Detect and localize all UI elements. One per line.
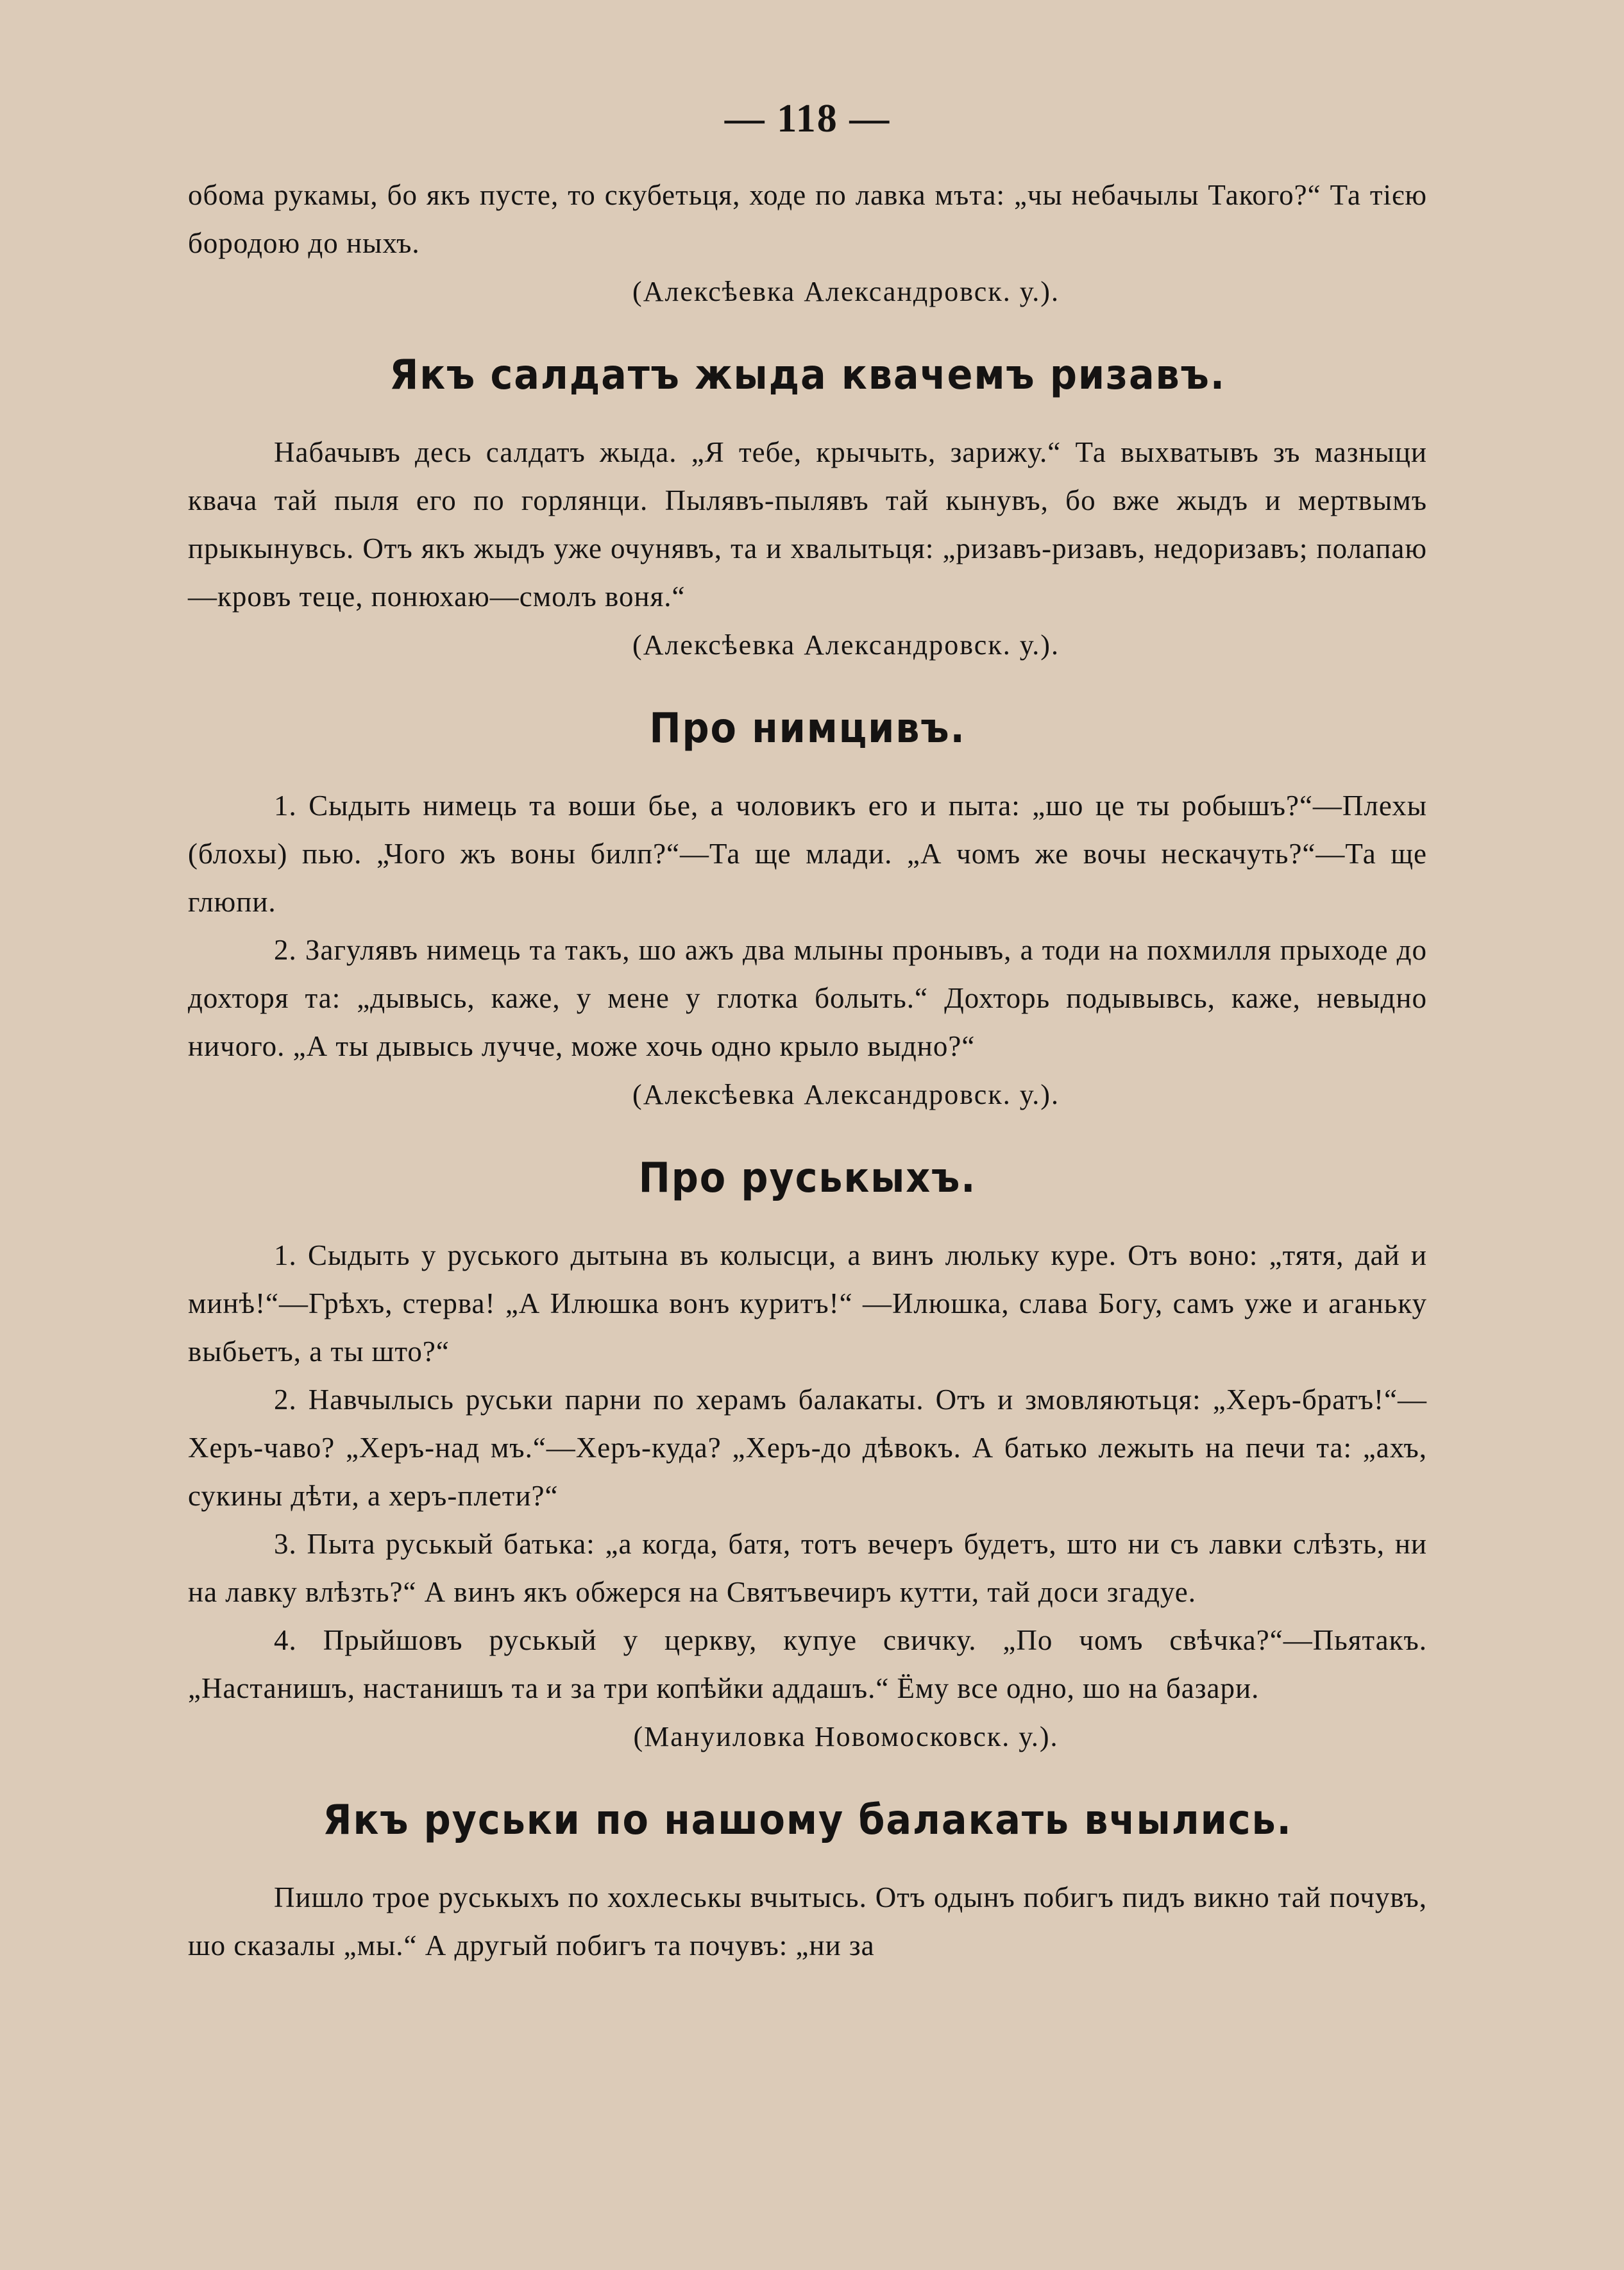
intro-source: (Алексѣевка Александровск. у.). bbox=[632, 276, 1060, 307]
intro-paragraph: обома рукамы, бо якъ пусте, то скубетьця, ходе по лавка мъта: „чы небачылы Такого?“ Та тією бородою до ныхъ. bbox=[188, 179, 1427, 259]
section-paragraph: 4. Прыйшовъ руськый у церкву, купуе свичку. „По чомъ свѣчка?“—Пьятакъ. „Настанишъ, настанишъ та и за три копѣйки аддашъ.“ Ёму все одно, шо на базари. bbox=[188, 1624, 1427, 1704]
section-source: (Алексѣевка Александровск. у.). bbox=[632, 629, 1060, 661]
page-number: — 118 — bbox=[724, 97, 891, 140]
section-title: Якъ руськи по нашому балакать вчылись. bbox=[323, 1797, 1292, 1844]
section-title: Про руськыхъ. bbox=[638, 1155, 977, 1202]
document-page bbox=[188, 96, 1427, 1970]
section-title: Якъ салдатъ жыда квачемъ ризавъ. bbox=[389, 352, 1226, 399]
section-paragraph: 1. Сыдыть нимець та воши бье, а чоловикъ его и пыта: „шо це ты робышъ?“—Плехы (блохы) пью. „Чого жъ воны билп?“—Та ще млади. „А чомъ же вочы нескачуть?“—Та ще глюпи. bbox=[188, 790, 1427, 918]
section-paragraph: Пишло трое руськыхъ по хохлеськы вчытысь. Отъ одынъ побигъ пидъ викно тай почувъ, шо сказалы „мы.“ А другый побигъ та почувъ: „ни за bbox=[188, 1881, 1427, 1961]
section-paragraph: 2. Навчылысь руськи парни по херамъ балакаты. Отъ и змовляютьця: „Херъ-братъ!“—Херъ-чаво? „Херъ-над мъ.“—Херъ-куда? „Херъ-до дѣвокъ. А батько лежыть на печи та: „ахъ, сукины дѣти, а херъ-плети?“ bbox=[188, 1384, 1427, 1512]
section-source: (Мануиловка Новомосковск. у.). bbox=[633, 1721, 1059, 1752]
section-source: (Алексѣевка Александровск. у.). bbox=[632, 1079, 1060, 1110]
section-paragraph: 3. Пыта руськый батька: „а когда, батя, тотъ вечеръ будетъ, што ни съ лавки слѣзть, ни на лавку влѣзть?“ А винъ якъ обжерся на Святъвечиръ кутти, тай доси згадуе. bbox=[188, 1528, 1427, 1608]
section-title: Про нимцивъ. bbox=[649, 705, 966, 752]
section-paragraph: 2. Загулявъ нимець та такъ, шо ажъ два млыны пронывъ, а тоди на похмилля прыходе до дохторя та: „дывысь, каже, у мене у глотка болыть.“ Дохторь подывывсь, каже, невыдно ничого. „А ты дывысь лучче, може хочь одно крыло выдно?“ bbox=[188, 934, 1427, 1062]
section-paragraph: Набачывъ десь салдатъ жыда. „Я тебе, крычыть, зарижу.“ Та выхватывъ зъ мазныци квача тай пыля его по горлянци. Пылявъ-пылявъ тай кынувъ, бо вже жыдъ и мертвымъ прыкынувсь. Отъ якъ жыдъ уже очунявъ, та и хвалытьця: „ризавъ-ризавъ, недоризавъ; полапаю—кровъ теце, понюхаю—смолъ воня.“ bbox=[188, 436, 1427, 613]
section-paragraph: 1. Сыдыть у руського дытына въ колысци, а винъ люльку куре. Отъ воно: „тятя, дай и минѣ!“—Грѣхъ, стерва! „А Илюшка вонъ куритъ!“ —Илюшка, слава Богу, самъ уже и аганьку выбьетъ, а ты што?“ bbox=[188, 1239, 1427, 1368]
